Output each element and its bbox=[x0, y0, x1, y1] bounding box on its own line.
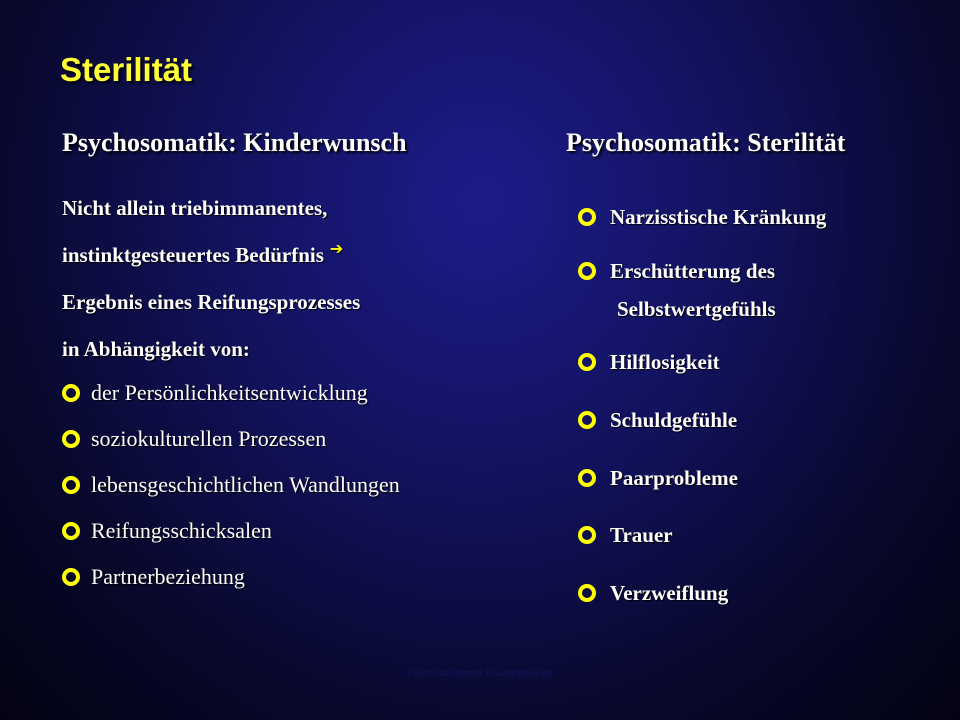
circle-bullet-icon bbox=[62, 568, 80, 586]
right-bullet-item bbox=[578, 350, 720, 375]
circle-bullet-icon bbox=[578, 526, 596, 544]
left-bullet-text: Reifungsschicksalen bbox=[91, 518, 272, 543]
circle-bullet-icon bbox=[578, 584, 596, 602]
right-bullet-item bbox=[578, 466, 738, 491]
right-bullet-item bbox=[578, 523, 673, 548]
circle-bullet-icon bbox=[578, 469, 596, 487]
right-bullet-text: Verzweiflung bbox=[610, 581, 729, 605]
circle-bullet-icon bbox=[62, 430, 80, 448]
circle-bullet-icon bbox=[62, 476, 80, 494]
right-bullet-text: Hilflosigkeit bbox=[610, 350, 720, 374]
right-bullet-text: Paarprobleme bbox=[610, 466, 738, 490]
intro-line: in Abhängigkeit von: bbox=[62, 337, 250, 361]
left-bullet-text: soziokulturellen Prozessen bbox=[91, 426, 327, 451]
slide-title: Sterilität bbox=[60, 51, 193, 88]
intro-line: Nicht allein triebimmanentes, bbox=[62, 196, 328, 220]
right-bullet-text: Trauer bbox=[610, 523, 673, 547]
intro-line-text: instinktgesteuertes Bedürfnis bbox=[62, 243, 324, 267]
circle-bullet-icon bbox=[578, 262, 596, 280]
circle-bullet-icon bbox=[578, 353, 596, 371]
right-bullet-item bbox=[578, 259, 775, 284]
right-bullet-item bbox=[578, 408, 737, 433]
intro-line-with-arrow bbox=[62, 239, 344, 268]
circle-bullet-icon bbox=[578, 208, 596, 226]
right-bullet-text: Schuldgefühle bbox=[610, 408, 738, 432]
circle-bullet-icon bbox=[62, 384, 80, 402]
circle-bullet-icon bbox=[62, 522, 80, 540]
left-bullet-text: Partnerbeziehung bbox=[91, 564, 245, 589]
right-bullet-continuation: Selbstwertgefühls bbox=[617, 297, 776, 321]
left-bullet-item bbox=[62, 472, 400, 498]
left-bullet-item bbox=[62, 380, 368, 406]
left-bullet-text: lebensgeschichtlichen Wandlungen bbox=[91, 472, 400, 497]
right-column-heading: Psychosomatik: Sterilität bbox=[566, 128, 846, 157]
right-bullet-item bbox=[578, 581, 728, 606]
left-column-heading: Psychosomatik: Kinderwunsch bbox=[62, 128, 407, 157]
slide-footer: Psychosomatische Frauenheilkunde bbox=[407, 668, 553, 678]
left-bullet-item bbox=[62, 518, 272, 544]
intro-line: Ergebnis eines Reifungsprozesses bbox=[62, 290, 361, 314]
right-bullet-item bbox=[578, 205, 826, 230]
left-bullet-item bbox=[62, 564, 245, 590]
right-bullet-text: Erschütterung des bbox=[610, 259, 776, 283]
left-bullet-item bbox=[62, 426, 326, 452]
left-bullet-text: der Persönlichkeitsentwicklung bbox=[91, 380, 368, 405]
right-bullet-text: Narzisstische Kränkung bbox=[610, 205, 827, 229]
circle-bullet-icon bbox=[578, 411, 596, 429]
right-arrow-icon: ➔ bbox=[329, 239, 344, 258]
